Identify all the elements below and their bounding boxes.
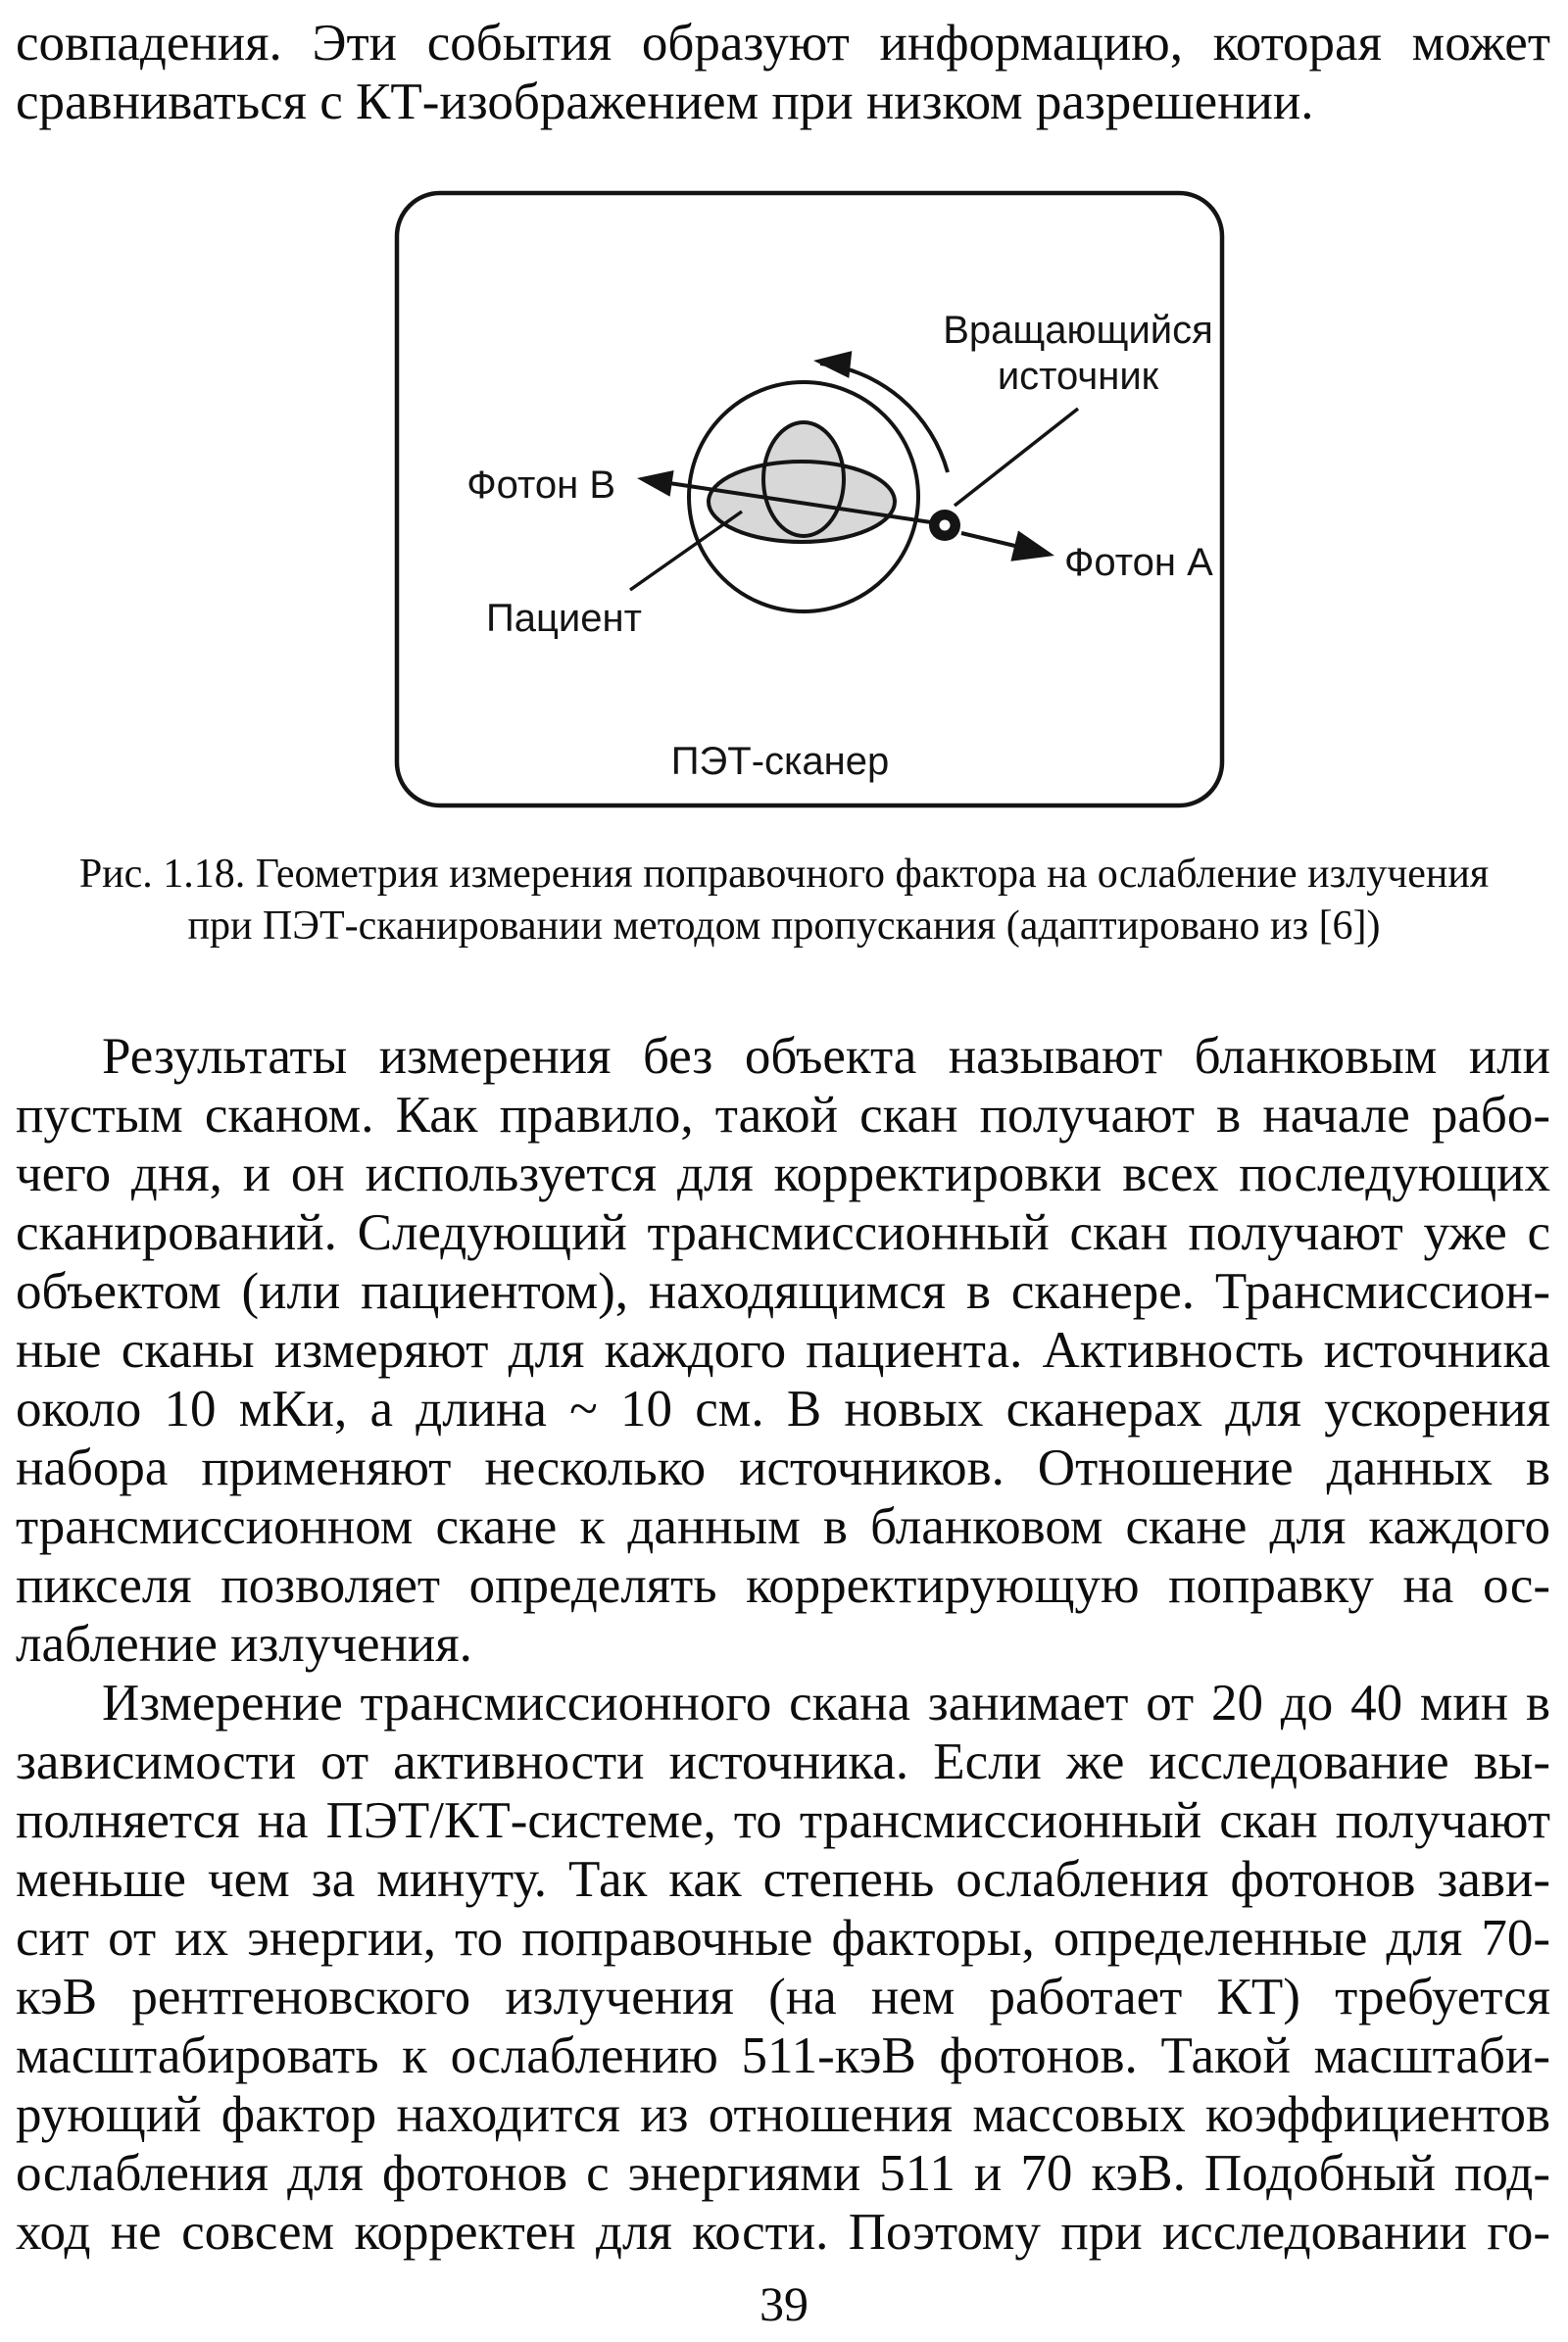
text-line: сравниваться с КТ-изображением при низком разрешении. (16, 73, 1314, 130)
paragraph-2 (16, 1674, 1550, 2262)
intro-paragraph (16, 14, 1550, 131)
text-line: лабление излучения. (16, 1616, 472, 1673)
text-line: чего дня, и он используется для корректировки всех последующих (16, 1146, 1550, 1202)
rotating-source-label-line2: источник (997, 355, 1159, 398)
text-line: кэВ рентгеновского излучения (на нем работает КТ) требуется (16, 1969, 1550, 2025)
text-line: сканирований. Следующий трансмиссионный скан получают уже с (16, 1204, 1550, 1261)
text-line: ослабления для фотонов с энергиями 511 и 70 кэВ. Подобный под- (16, 2145, 1550, 2202)
text-line: полняется на ПЭТ/КТ-системе, то трансмиссионный скан получают (16, 1792, 1550, 1849)
text-line: ход не совсем корректен для кости. Поэтому при исследовании го- (16, 2204, 1550, 2261)
paragraph-1 (16, 1027, 1550, 1674)
source-dot-hole (940, 520, 951, 531)
text-line: сит от их энергии, то поправочные факторы, определенные для 70- (16, 1910, 1550, 1967)
figure-caption-line2: при ПЭТ-сканировании методом пропускания (адаптировано из [6]) (187, 903, 1381, 949)
text-line: масштабировать к ослаблению 511-кэВ фотонов. Такой масштаби- (16, 2027, 1550, 2084)
page-number: 39 (760, 2276, 808, 2331)
text-line: трансмиссионном скане к данным в бланковом скане для каждого (16, 1498, 1550, 1555)
figure-caption-line1: Рис. 1.18. Геометрия измерения поправочного фактора на ослабление излучения (78, 852, 1490, 897)
photon-b-label: Фотон В (466, 464, 615, 507)
text-line: меньше чем за минуту. Так как степень ослабления фотонов зави- (16, 1851, 1550, 1908)
text-line: пикселя позволяет определять корректирующую поправку на ос- (16, 1557, 1550, 1614)
text-line: совпадения. Эти события образуют информацию, которая может (16, 15, 1550, 72)
text-line: рующий фактор находится из отношения массовых коэффициентов (16, 2086, 1550, 2143)
patient-label: Пациент (486, 597, 642, 640)
figure-1-18 (392, 188, 1227, 810)
photon-a-label: Фотон А (1064, 541, 1213, 584)
text-line: Результаты измерения без объекта называют бланковым или (102, 1028, 1550, 1085)
text-line: набора применяют несколько источников. Отношение данных в (16, 1439, 1550, 1496)
text-line: зависимости от активности источника. Если же исследование вы- (16, 1733, 1550, 1790)
text-line: пустым сканом. Как правило, такой скан получают в начале рабо- (16, 1087, 1550, 1144)
text-line: около 10 мКи, а длина ~ 10 см. В новых сканерах для ускорения (16, 1381, 1550, 1438)
text-line: ные сканы измеряют для каждого пациента. Активность источника (16, 1322, 1550, 1379)
pet-scanner-label: ПЭТ-сканер (670, 740, 890, 783)
text-line: Измерение трансмиссионного скана занимает от 20 до 40 мин в (102, 1675, 1550, 1732)
rotating-source-label-line1: Вращающийся (943, 309, 1213, 352)
figure-caption (0, 849, 1568, 952)
text-line: объектом (или пациентом), находящимся в сканере. Трансмиссион- (16, 1263, 1550, 1320)
